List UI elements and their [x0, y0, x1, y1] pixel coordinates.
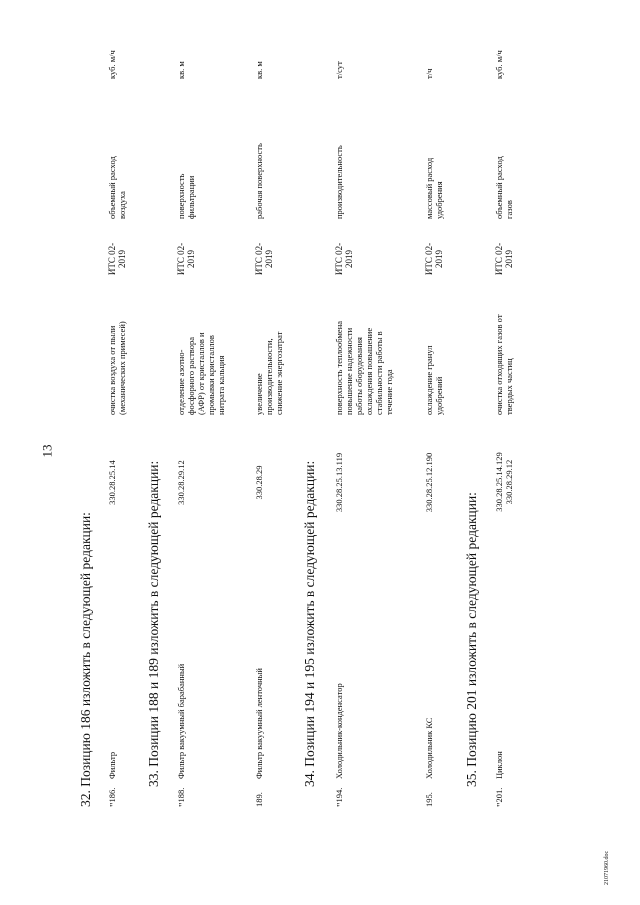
okpd-code: 330.28.29.12: [176, 460, 186, 505]
row-number: 195.: [424, 792, 434, 807]
indicator-name: производительность: [334, 145, 344, 219]
its-reference: ИТС 02-2019: [334, 242, 354, 276]
purpose-description: очистка отходящих газов от твердых частиц: [494, 314, 514, 415]
page-number: 13: [39, 444, 55, 458]
section-heading: 32. Позицию 186 изложить в следующей редакции:: [78, 512, 93, 807]
row-number: "188.: [176, 787, 189, 807]
row-number: "194.: [334, 787, 347, 807]
section-heading: 33. Позиции 188 и 189 изложить в следующей редакции:: [146, 460, 161, 787]
section-heading: 34. Позиции 194 и 195 изложить в следующей редакции:: [302, 460, 317, 787]
purpose-description: отделение азотно-фосфорного раствора (АФР) от кристаллов и промывки кристаллов нитрата кальция: [176, 332, 226, 415]
row-number: "186.: [107, 787, 120, 807]
unit: куб. м/ч: [494, 50, 504, 79]
indicator-name: поверхность фильтрации: [176, 173, 196, 219]
unit: кв. м: [176, 61, 186, 79]
purpose-description: очистка воздуха от пыли (механических примесей): [107, 321, 127, 415]
equipment-name: Холодильник КС: [424, 717, 434, 779]
its-reference: ИТС 02-2019: [424, 242, 444, 276]
its-reference: ИТС 02-2019: [107, 242, 127, 276]
indicator-name: объемный расход воздуха: [107, 156, 127, 219]
section-heading: 35. Позицию 201 изложить в следующей редакции:: [464, 492, 479, 787]
okpd-code: 330.28.25.12.190: [424, 452, 434, 513]
its-reference: ИТС 02-2019: [176, 242, 196, 276]
indicator-name: объемный расход газов: [494, 156, 514, 219]
purpose-description: увеличение производительности, снижение энергозатрат: [254, 331, 284, 415]
unit: куб. м/ч: [107, 50, 117, 79]
okpd-code: 330.28.25.14.129 330.28.29.12: [494, 452, 514, 512]
indicator-name: массовый расход удобрения: [424, 157, 444, 219]
equipment-name: Фильтр вакуумный ленточный: [254, 668, 264, 779]
unit: кв. м: [254, 61, 264, 79]
okpd-code: 330.28.29: [254, 465, 264, 500]
indicator-name: рабочая поверхность: [254, 143, 264, 219]
okpd-code: 330.28.25.14: [107, 460, 117, 505]
unit: т/ч: [424, 68, 434, 79]
equipment-name: Циклон: [494, 751, 504, 779]
purpose-description: охлаждение гранул удобрений: [424, 345, 444, 415]
row-number: "201.: [494, 787, 507, 807]
its-reference: ИТС 02-2019: [494, 242, 514, 276]
equipment-name: Холодильник-конденсатор: [334, 683, 344, 779]
equipment-name: Фильтр вакуумный барабанный: [176, 663, 186, 779]
footer-filename: 21071960.doc: [604, 850, 610, 885]
okpd-code: 330.28.25.13.119: [334, 452, 344, 513]
purpose-description: поверхность теплообмена повышение надежности работы оборудования охлаждения повышение стабильности работы в течение года: [334, 320, 394, 415]
unit: т/сут: [334, 61, 344, 79]
row-number: 189.: [254, 792, 264, 807]
its-reference: ИТС 02-2019: [254, 242, 274, 276]
equipment-name: Фильтр: [107, 751, 117, 779]
